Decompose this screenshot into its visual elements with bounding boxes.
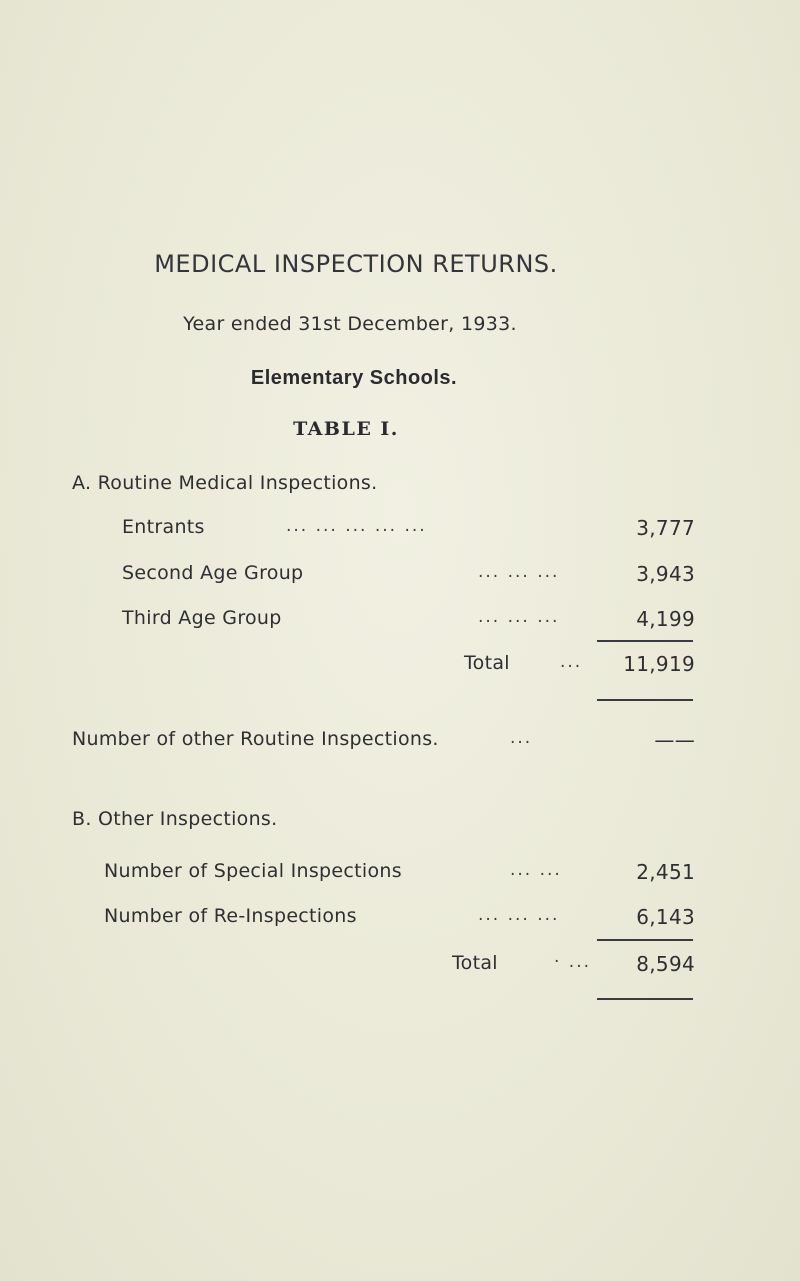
row-value-second-age-group: 3,943 xyxy=(636,562,695,586)
total-leader-dots: · ... xyxy=(554,952,592,972)
row-leader-dots: ... ... ... xyxy=(478,905,560,925)
section-a-total-value: 11,919 xyxy=(623,652,695,676)
total-leader-dots: ... xyxy=(560,652,583,672)
row-label-third-age-group: Third Age Group xyxy=(122,607,282,629)
subtotal-rule xyxy=(597,640,693,642)
row-leader-dots: ... ... ... xyxy=(478,607,560,627)
section-b-total-value: 8,594 xyxy=(636,952,695,976)
row-value-entrants: 3,777 xyxy=(636,516,695,540)
schools-heading: Elementary Schools. xyxy=(250,367,458,389)
row-label-special-inspections: Number of Special Inspections xyxy=(104,860,402,882)
row-label-second-age-group: Second Age Group xyxy=(122,562,304,584)
subtotal-rule xyxy=(597,939,693,941)
row-value-third-age-group: 4,199 xyxy=(636,607,695,631)
row-value-special-inspections: 2,451 xyxy=(636,860,695,884)
row-leader-dots: ... ... ... ... ... xyxy=(286,516,427,536)
other-routine-value: —— xyxy=(654,728,695,752)
table-title: TABLE I. xyxy=(293,418,399,440)
total-rule xyxy=(597,998,693,1000)
section-a-total-label: Total xyxy=(464,652,510,674)
other-routine-dots: ... xyxy=(510,728,533,748)
row-leader-dots: ... ... ... xyxy=(478,562,560,582)
other-routine-label: Number of other Routine Inspections. xyxy=(72,728,439,750)
row-label-entrants: Entrants xyxy=(122,516,205,538)
row-label-re-inspections: Number of Re-Inspections xyxy=(104,905,357,927)
row-leader-dots: ... ... xyxy=(510,860,562,880)
section-b-total-label: Total xyxy=(452,952,498,974)
page-title: MEDICAL INSPECTION RETURNS. xyxy=(154,250,558,278)
row-value-re-inspections: 6,143 xyxy=(636,905,695,929)
page-subtitle: Year ended 31st December, 1933. xyxy=(183,313,517,335)
section-a-heading: A. Routine Medical Inspections. xyxy=(72,472,378,494)
total-rule xyxy=(597,699,693,701)
section-b-heading: B. Other Inspections. xyxy=(72,808,278,830)
